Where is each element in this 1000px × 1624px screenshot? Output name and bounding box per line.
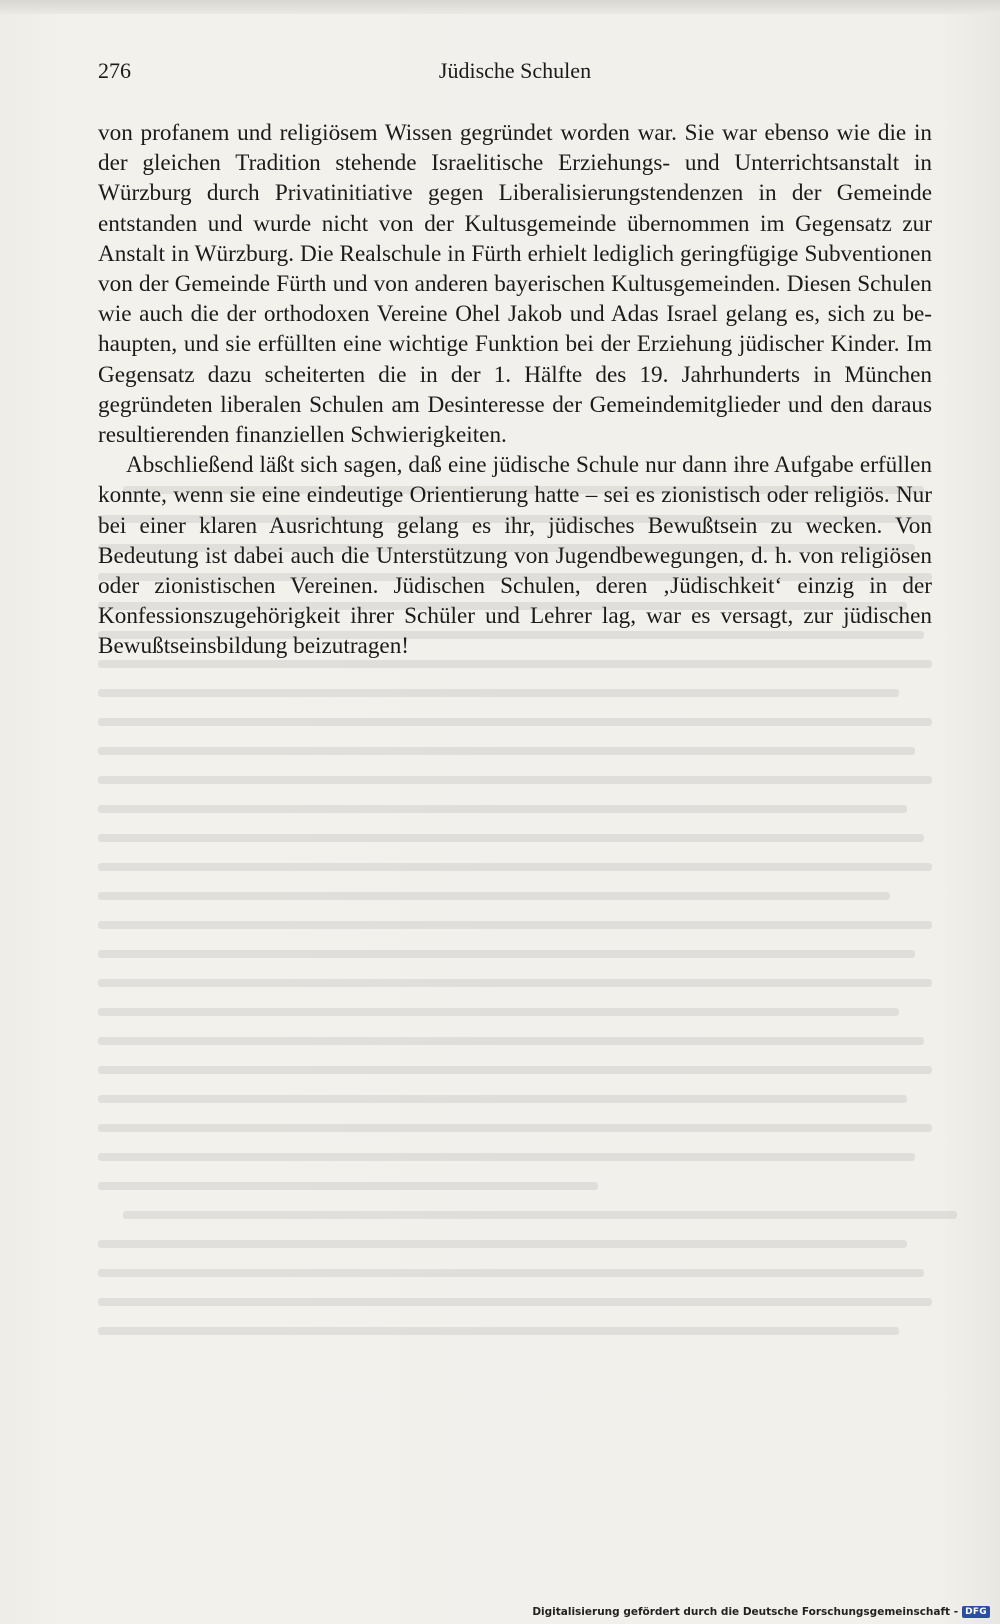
bleed-line (98, 950, 915, 958)
bleed-line (123, 1211, 957, 1219)
credit-text: Digitalisierung gefördert durch die Deutsche Forschungsgemeinschaft - (532, 1606, 959, 1618)
bleed-line (98, 1066, 932, 1074)
dfg-logo: DFG (962, 1606, 990, 1618)
bleed-line (98, 834, 924, 842)
paragraph-1: von profanem und religiösem Wissen gegründet worden war. Sie war ebenso wie die in der gleichen Tradition stehende Israelitische Erziehungs- und Unterrichtsanstalt in Würzburg durch Privatinitiative gegen Liberalisierungstendenzen in der Gemeinde entstanden und wurde nicht von der Kultusgemeinde übernommen im Gegensatz zur Anstalt in Würzburg. Die Realschule in Fürth erhielt lediglich geringfügige Subventionen von der Gemeinde Fürth und von anderen bayerischen Kultusgemeinden. Diesen Schulen wie auch die der orthodoxen Vereine Ohel Jakob und Adas Israel gelang es, sich zu behaupten, und sie erfüllten eine wichtige Funktion bei der Erziehung jüdischer Kinder. Im Gegensatz dazu scheiterten die in der 1. Hälfte des 19. Jahrhunderts in München gegründeten liberalen Schulen am Desinteresse der Gemeindemitglieder und den daraus resultierenden finanziellen Schwierigkeiten. (98, 120, 932, 449)
bleed-line (98, 1327, 899, 1335)
bleed-line (98, 805, 907, 813)
bleed-line (98, 689, 899, 697)
bleed-line (98, 1269, 924, 1277)
bleed-line (98, 1298, 932, 1306)
page-number: 276 (98, 58, 131, 83)
paragraph-2: Abschließend läßt sich sagen, daß eine jüdische Schule nur dann ihre Aufgabe erfüllen konnte, wenn sie eine eindeutige Orientierung hatte – sei es zionistisch oder religiös. Nur bei einer klaren Ausrichtung gelang es ihr, jüdisches Bewußtsein zu wecken. Von Bedeutung ist dabei auch die Unterstützung von Jugendbewegungen, d. h. von religiösen oder zionistischen Vereinen. Jüdischen Schulen, deren ‚Jüdischkeit‘ einzig in der Konfessionszugehörigkeit ihrer Schüler und Lehrer lag, war es versagt, zur jüdischen Bewußtseinsbildung beizutragen! (98, 452, 932, 660)
bleed-line (98, 863, 932, 871)
bleed-line (98, 776, 932, 784)
running-head (98, 58, 932, 88)
bleed-line (98, 1182, 598, 1190)
bleed-line (98, 1240, 907, 1248)
bleed-line (98, 1095, 907, 1103)
bleed-line (98, 1124, 932, 1132)
bleed-line (98, 921, 932, 929)
body-text (98, 118, 932, 662)
bleed-line (98, 718, 932, 726)
bleed-line (98, 1037, 924, 1045)
bleed-line (98, 1153, 915, 1161)
bleed-line (98, 747, 915, 755)
digitization-credit (532, 1606, 990, 1618)
bleed-line (98, 1008, 899, 1016)
bleed-line (98, 892, 890, 900)
bleed-line (98, 979, 932, 987)
running-title: Jüdische Schulen (438, 58, 592, 83)
page-top-edge (0, 0, 1000, 14)
